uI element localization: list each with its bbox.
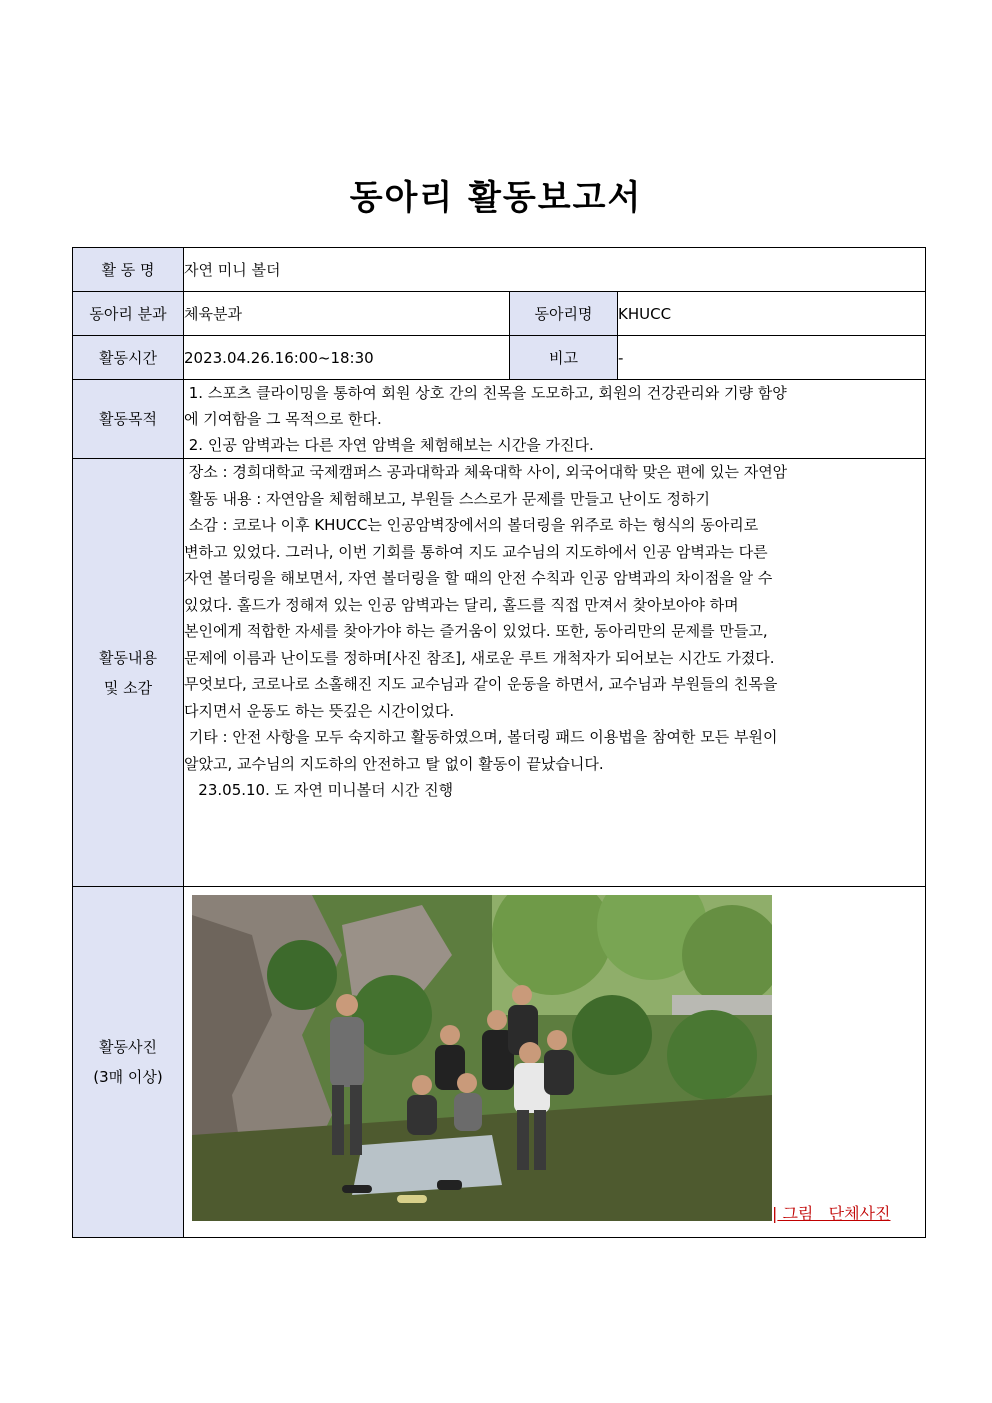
photos-cell xyxy=(184,887,926,1238)
content-line: 본인에게 적합한 자세를 찾아가야 하는 즐거움이 있었다. 또한, 동아리만의 문제를 만들고, xyxy=(184,622,768,640)
content-line: 문제에 이름과 난이도를 정하며[사진 참조], 새로운 루트 개척자가 되어보는 시간도 가졌다. xyxy=(184,648,775,667)
activity-time-value: 2023.04.26.16:00~18:30 xyxy=(184,336,510,380)
purpose-line: 2. 인공 암벽과는 다른 자연 암벽을 체험해보는 시간을 가진다. xyxy=(184,436,594,454)
content-line: 자연 볼더링을 해보면서, 자연 볼더링을 할 때의 안전 수칙과 인공 암벽과의 차이점을 알 수 xyxy=(184,569,773,587)
photos-label-line2: (3매 이상) xyxy=(93,1068,163,1086)
club-division-label: 동아리 분과 xyxy=(73,292,184,336)
content-line: 있었다. 홀드가 정해져 있는 인공 암벽과는 달리, 홀드를 직접 만져서 찾아보아야 하며 xyxy=(184,595,739,614)
purpose-text xyxy=(184,380,926,459)
content-label-line2: 및 소감 xyxy=(103,678,153,697)
photos-label xyxy=(73,887,184,1238)
content-line: 활동 내용 : 자연암을 체험해보고, 부원들 스스로가 문제를 만들고 난이도 정하기 xyxy=(184,489,710,508)
content-line: 소감 : 코로나 이후 KHUCC는 인공암벽장에서의 볼더링을 위주로 하는 형식의 동아리로 xyxy=(184,516,759,534)
photos-label-line1: 활동사진 xyxy=(99,1038,157,1056)
purpose-line: 에 기여함을 그 목적으로 한다. xyxy=(184,410,382,428)
content-label-line1: 활동내용 xyxy=(99,648,157,667)
report-table xyxy=(72,247,926,1238)
content-line: 다지면서 운동도 하는 뜻깊은 시간이었다. xyxy=(184,701,455,720)
content-line: 기타 : 안전 사항을 모두 숙지하고 활동하였으며, 볼더링 패드 이용법을 참여한 모든 부원이 xyxy=(184,728,778,746)
group-photo xyxy=(192,895,772,1221)
club-division-value: 체육분과 xyxy=(184,292,510,336)
content-label xyxy=(73,459,184,887)
content-line: 장소 : 경희대학교 국제캠퍼스 공과대학과 체육대학 사이, 외국어대학 맞은 편에 있는 자연암 xyxy=(184,463,788,481)
photo-caption xyxy=(772,1201,890,1224)
caption-bar: | xyxy=(772,1204,778,1223)
remarks-value: - xyxy=(618,336,926,380)
club-name-label: 동아리명 xyxy=(510,292,618,336)
purpose-line: 1. 스포츠 클라이밍을 통하여 회원 상호 간의 친목을 도모하고, 회원의 건강관리와 기량 함양 xyxy=(184,384,787,402)
content-line: 알았고, 교수님의 지도하의 안전하고 탈 없이 활동이 끝났습니다. xyxy=(184,754,604,773)
activity-name-label: 활 동 명 xyxy=(73,248,184,292)
remarks-label: 비고 xyxy=(510,336,618,380)
activity-name-value: 자연 미니 볼더 xyxy=(184,248,926,292)
activity-time-label: 활동시간 xyxy=(73,336,184,380)
content-line: 23.05.10. 도 자연 미니볼더 시간 진행 xyxy=(184,781,454,799)
content-line: 무엇보다, 코로나로 소홀해진 지도 교수님과 같이 운동을 하면서, 교수님과 부원들의 친목을 xyxy=(184,675,778,693)
caption-text: 그림 단체사진 xyxy=(777,1204,891,1223)
purpose-label: 활동목적 xyxy=(73,380,184,459)
content-text xyxy=(184,459,926,887)
club-name-value: KHUCC xyxy=(618,292,926,336)
content-line: 변하고 있었다. 그러나, 이번 기회를 통하여 지도 교수님의 지도하에서 인공 암벽과는 다른 xyxy=(184,542,768,561)
page-title: 동아리 활동보고서 xyxy=(349,178,643,218)
